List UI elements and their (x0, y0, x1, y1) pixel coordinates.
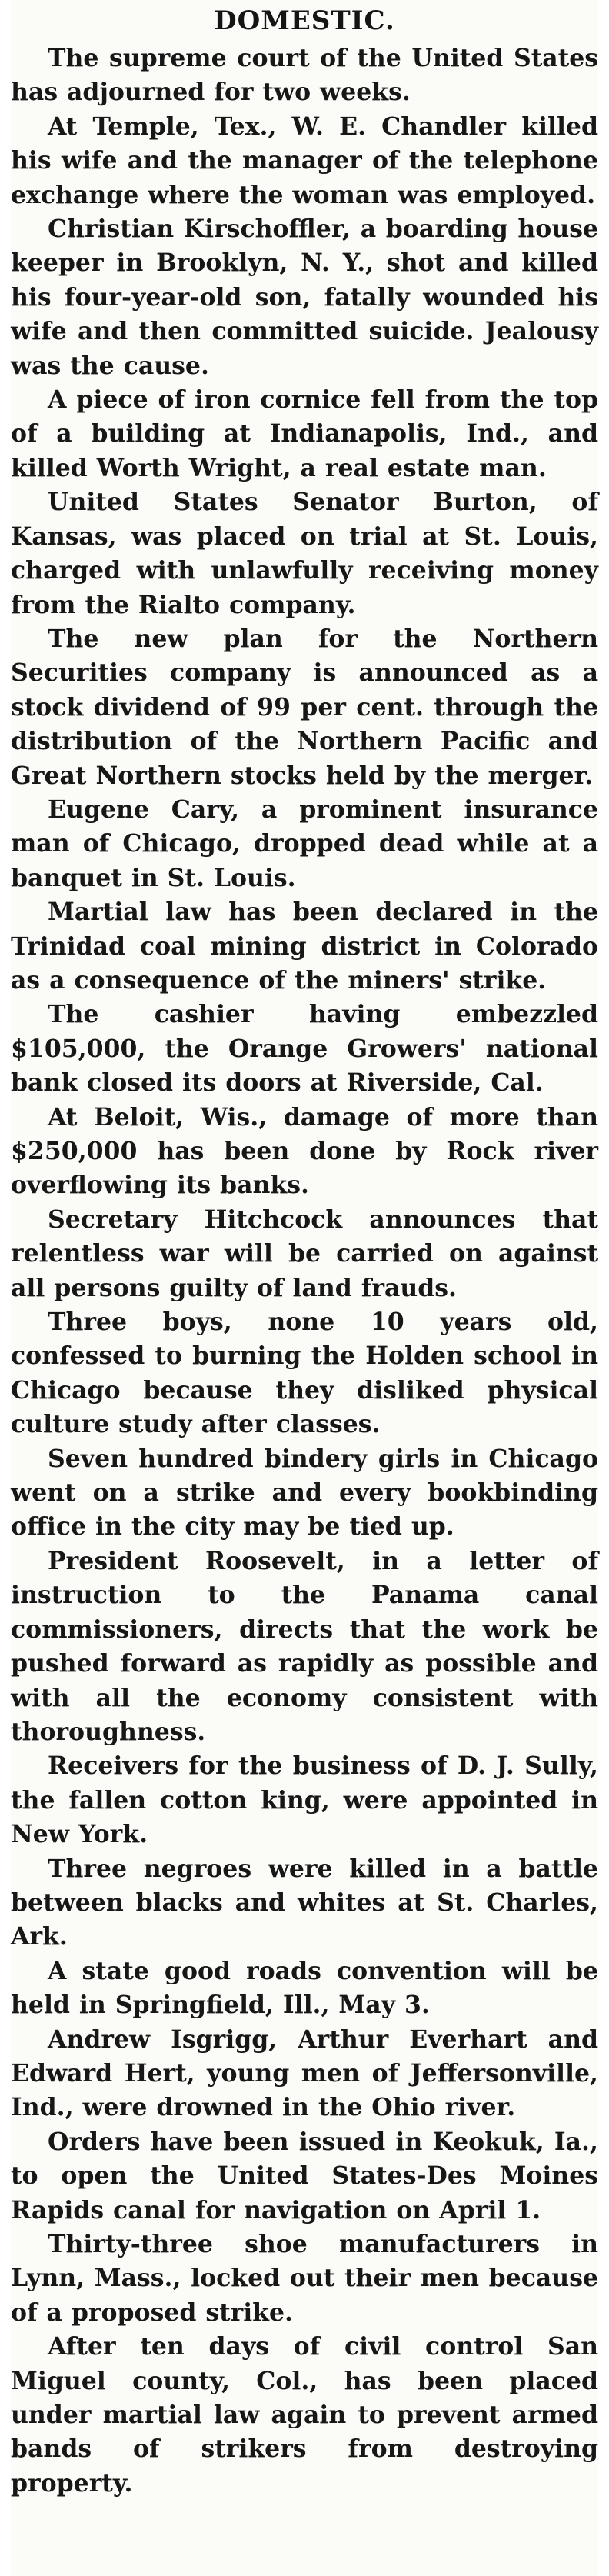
section-heading: DOMESTIC. (214, 5, 395, 36)
news-item: At Temple, Tex., W. E. Chandler killed his wife and the manager of the telephone exchange where the woman was employed. (11, 112, 598, 209)
news-item: Thirty-three shoe manufacturers in Lynn, Mass., locked out their men because of a proposed strike. (11, 2230, 598, 2327)
news-item: At Beloit, Wis., damage of more than $250,000 has been done by Rock river overflowing its banks. (11, 1102, 598, 1200)
news-item: The supreme court of the United States has adjourned for two weeks. (11, 44, 598, 107)
news-item: A state good roads convention will be held in Springfield, Ill., May 3. (11, 1956, 598, 2020)
news-item: Andrew Isgrigg, Arthur Everhart and Edward Hert, young men of Jeffersonville, Ind., were drowned in the Ohio river. (11, 2024, 598, 2122)
news-item: After ten days of civil control San Miguel county, Col., has been placed under martial law again to prevent armed bands of strikers from destroying property. (11, 2332, 598, 2498)
news-item: Seven hundred bindery girls in Chicago went on a strike and every bookbinding office in the city may be tied up. (11, 1444, 598, 1541)
newspaper-column (11, 0, 598, 2576)
news-item: Secretary Hitchcock announces that relentless war will be carried on against all persons guilty of land frauds. (11, 1205, 598, 1302)
news-items (11, 42, 598, 2501)
news-item: Three boys, none 10 years old, confessed to burning the Holden school in Chicago because they disliked physical culture study after classes. (11, 1308, 598, 1439)
news-item: Eugene Cary, a prominent insurance man of Chicago, dropped dead while at a banquet in St. Louis. (11, 795, 598, 892)
news-item: Christian Kirschoffler, a boarding house keeper in Brooklyn, N. Y., shot and killed his four-year-old son, fatally wounded his wife and then committed suicide. Jealousy was the cause. (11, 215, 598, 380)
news-item: United States Senator Burton, of Kansas, was placed on trial at St. Louis, charged with unlawfully receiving money from the Rialto company. (11, 488, 598, 619)
news-item: The cashier having embezzled $105,000, the Orange Growers' national bank closed its doors at Riverside, Cal. (11, 1000, 598, 1098)
news-item: A piece of iron cornice fell from the top of a building at Indianapolis, Ind., and killed Worth Wright, a real estate man. (11, 385, 598, 482)
news-item: Receivers for the business of D. J. Sully, the fallen cotton king, were appointed in New York. (11, 1751, 598, 1849)
news-item: Martial law has been declared in the Trinidad coal mining district in Colorado as a consequence of the miners' strike. (11, 898, 598, 995)
news-item: Three negroes were killed in a battle between blacks and whites at St. Charles, Ark. (11, 1854, 598, 1951)
news-item: The new plan for the Northern Securities company is announced as a stock dividend of 99 per cent. through the distribution of the Northern Pacific and Great Northern stocks held by the merger. (11, 624, 598, 790)
news-item: President Roosevelt, in a letter of instruction to the Panama canal commissioners, directs that the work be pushed forward as rapidly as possible and with all the economy consistent with thoroughness. (11, 1546, 598, 1746)
news-item: Orders have been issued in Keokuk, Ia., to open the United States-Des Moines Rapids canal for navigation on April 1. (11, 2127, 598, 2224)
